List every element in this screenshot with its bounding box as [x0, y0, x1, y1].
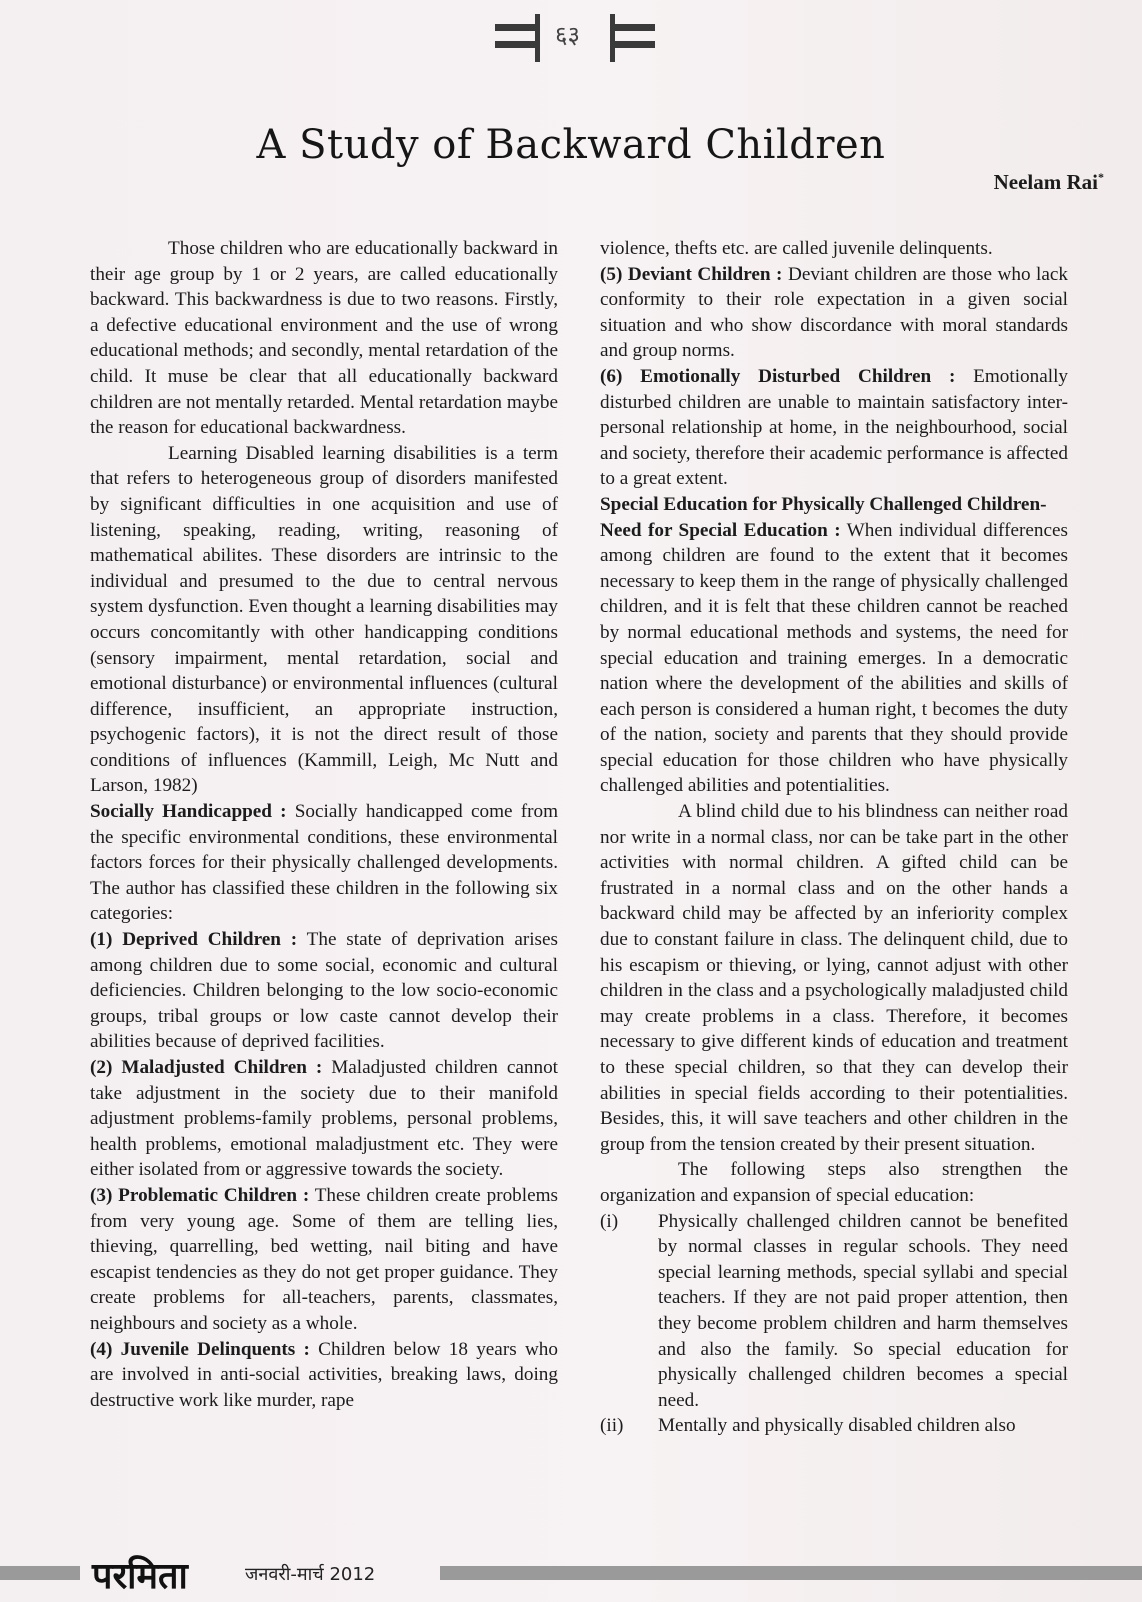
right-column [600, 236, 1068, 1439]
list-item [600, 1413, 1068, 1439]
learning-disabled-paragraph: Learning Disabled learning disabilities is a term that refers to heterogeneous group of disorders manifested by significant difficulties in one acquisition and use of listening, speaking, reading, writing, reasoning of mathematical abilites. These disorders are intrinsic to the individual and presumed to the due to central nervous system dysfunction. Even thought a learning disabilities may occurs concomitantly with other handicapping conditions (sensory impairment, mental retardation, social and emotional disturbance) or environmental influences (cultural difference, insufficient, an appropriate instruction, psychogenic factors), it is not the direct result of those conditions of influences (Kammill, Leigh, Mc Nutt and Larson, 1982) [90, 442, 558, 797]
footer-bar-right [440, 1566, 1142, 1580]
list-item-text: Physically challenged children cannot be benefited by normal classes in regular schools. They need special learning methods, special syllabi and special teachers. If they are not paid proper attention, then they become problem children and harm themselves and also the family. So special education for physically challenged children becomes a special need. [658, 1210, 1068, 1411]
category-maladjusted: (2) Maladjusted Children : Maladjusted children cannot take adjustment in the society due to their manifold adjustment problems-family problems, personal problems, health problems, emotional maladjustment etc. They were either isolated from or aggressive towards the society. [90, 1057, 559, 1181]
intro-paragraph: Those children who are educationally backward in their age group by 1 or 2 years, are called educationally backward. This backwardness is due to two reasons. Firstly, a defective educational environment and the use of wrong educational methods; and secondly, mental retardation of the child. It muse be clear that all educationally backward children are not mentally retarded. Mental retardation maybe the reason for educational backwardness. [90, 238, 558, 439]
magazine-logo: परमिता [92, 1556, 188, 1597]
page-number: ६३ [555, 21, 580, 49]
socially-handicapped-paragraph: Socially Handicapped : Socially handicapped come from the specific environmental conditions, these environmental factors forces for their physically challenged developments. The author has classified these children in the following six categories: [90, 801, 558, 925]
category-juvenile: (4) Juvenile Delinquents : Children below 18 years who are involved in anti-social activities, breaking laws, doing destructive work like murder, rape [90, 1338, 558, 1411]
issue-date: जनवरी-मार्च 2012 [245, 1564, 376, 1585]
list-item [600, 1209, 1068, 1414]
need-paragraph: Need for Special Education : When individual differences among children are found to the extent that it becomes necessary to keep them in the range of physically challenged children, and it is felt that these children cannot be reached by normal educational methods and systems, the need for special education and training emerges. In a democratic nation where the development of the abilities and skills of each person is considered a human right, t becomes the duty of the nation, society and parents that they should provide special education for those children who have physically challenged abilities and potentialities. [600, 519, 1068, 797]
footer-bar-left [0, 1566, 80, 1580]
juvenile-continuation: violence, thefts etc. are called juvenile delinquents. [600, 238, 993, 259]
author-name: Neelam Rai* [993, 170, 1104, 194]
list-item-number: (ii) [600, 1415, 624, 1437]
category-deviant: (5) Deviant Children : Deviant children are those who lack conformity to their role expectation in a given social situation and who show discordance with moral standards and group norms. [600, 263, 1069, 362]
section-heading: Special Education for Physically Challenged Children- [600, 493, 1047, 515]
list-item-text: Mentally and physically disabled children also [658, 1415, 1016, 1437]
category-emotionally-disturbed: (6) Emotionally Disturbed Children : Emotionally disturbed children are unable to maintain satisfactory inter-personal relationship at home, in the neighbourhood, social and society, therefore their academic performance is affected to a great extent. [600, 365, 1069, 490]
category-deprived: (1) Deprived Children : The state of deprivation arises among children due to some social, economic and cultural deficiencies. Children belonging to the low socio-economic groups, tribal groups or low caste cannot develop their abilities because of deprived facilities. [90, 929, 559, 1053]
category-problematic: (3) Problematic Children : These children create problems from very young age. Some of them are telling lies, thieving, quarrelling, bed wetting, nail biting and have escapist tendencies as they do not get proper guidance. They create problems for all-teachers, parents, classmates, neighbours and society as a whole. [90, 1184, 559, 1334]
left-column [90, 236, 558, 1413]
article-title: A Study of Backward Children [256, 122, 886, 168]
steps-paragraph: The following steps also strengthen the organization and expansion of special education: [600, 1159, 1068, 1206]
list-item-number: (i) [600, 1210, 619, 1232]
footer [0, 1550, 1142, 1602]
blind-child-paragraph: A blind child due to his blindness can neither road nor write in a normal class, nor can be take part in the other activities with normal children. A gifted child can be frustrated in a normal class and on the other hands a backward child may be affected by an inferiority complex due to constant failure in class. The delinquent child, due to his escapism or thieving, or lying, cannot adjust with other children in the class and a psychologically maladjusted child may create problems in a class. Therefore, it becomes necessary to give different kinds of education and treatment to these special children, so that they can develop their abilities in special fields according to their potentialities. Besides, this, it will save teachers and other children in the group from the tension created by their present situation. [600, 801, 1068, 1155]
